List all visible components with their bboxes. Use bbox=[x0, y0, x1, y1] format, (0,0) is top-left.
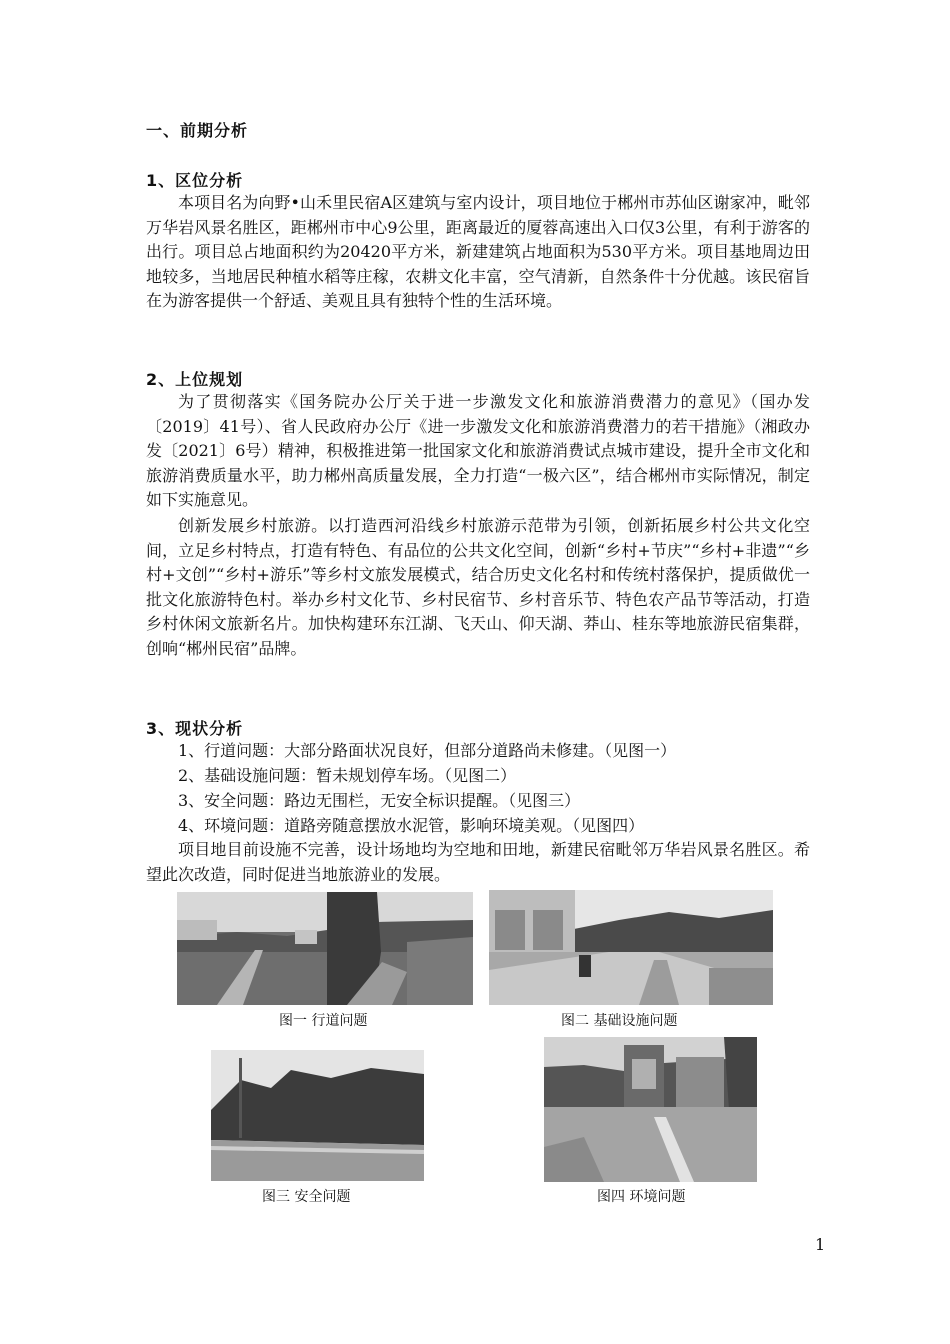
section-1-title: 1、区位分析 bbox=[146, 171, 244, 190]
main-heading: 一、前期分析 bbox=[146, 121, 249, 140]
figure-3-caption: 图三 安全问题 bbox=[262, 1189, 351, 1205]
issue-item-4: 4、环境问题：道路旁随意摆放水泥管，影响环境美观。（见图四） bbox=[178, 816, 645, 835]
figure-4-caption: 图四 环境问题 bbox=[597, 1189, 686, 1205]
figure-1-caption: 图一 行道问题 bbox=[279, 1013, 368, 1029]
section-2-paragraph-1: 为了贯彻落实《国务院办公厅关于进一步激发文化和旅游消费潜力的意见》（国办发〔2019〕41号）、省人民政府办公厅《进一步激发文化和旅游消费潜力的若干措施》（湘政办发〔2021〕6号）精神，积极推进第一批国家文化和旅游消费试点城市建设，提升全市文化和旅游消费质量水平，助力郴州高质量发展，全力打造“一极六区”，结合郴州市实际情况，制定如下实施意见。 bbox=[146, 392, 810, 509]
figure-2-caption: 图二 基础设施问题 bbox=[561, 1013, 678, 1029]
figure-3-photo bbox=[211, 1050, 424, 1181]
page-number: 1 bbox=[815, 1235, 826, 1254]
section-2-title: 2、上位规划 bbox=[146, 370, 244, 389]
section-2-paragraph-2: 创新发展乡村旅游。以打造西河沿线乡村旅游示范带为引领，创新拓展乡村公共文化空间，立足乡村特点，打造有特色、有品位的公共文化空间，创新“乡村+节庆”“乡村+非遗”“乡村+文创”“乡村+游乐”等乡村文旅发展模式，结合历史文化名村和传统村落保护，提质做优一批文化旅游特色村。举办乡村文化节、乡村民宿节、乡村音乐节、特色农产品节等活动，打造乡村休闲文旅新名片。加快构建环东江湖、飞天山、仰天湖、莽山、桂东等地旅游民宿集群，创响“郴州民宿”品牌。 bbox=[146, 516, 810, 658]
issue-item-2: 2、基础设施问题：暂未规划停车场。（见图二） bbox=[178, 766, 517, 785]
section-1-paragraph: 本项目名为向野•山禾里民宿A区建筑与室内设计，项目地位于郴州市苏仙区谢家冲，毗邻万华岩风景名胜区，距郴州市中心9公里，距离最近的厦蓉高速出入口仅3公里，有利于游客的出行。项目总占地面积约为20420平方米，新建建筑占地面积为530平方米。项目基地周边田地较多，当地居民种植水稻等庄稼，农耕文化丰富，空气清新，自然条件十分优越。该民宿旨在为游客提供一个舒适、美观且具有独特个性的生活环境。 bbox=[146, 193, 810, 310]
section-3-title: 3、现状分析 bbox=[146, 719, 244, 738]
section-3-paragraph: 项目地目前设施不完善，设计场地均为空地和田地，新建民宿毗邻万华岩风景名胜区。希望此次改造，同时促进当地旅游业的发展。 bbox=[146, 840, 810, 884]
issue-item-3: 3、安全问题：路边无围栏，无安全标识提醒。（见图三） bbox=[178, 791, 581, 810]
figure-2-photo bbox=[489, 890, 773, 1005]
issue-item-1: 1、行道问题：大部分路面状况良好，但部分道路尚未修建。（见图一） bbox=[178, 741, 677, 760]
figure-1-photo bbox=[177, 892, 473, 1005]
figure-4-photo bbox=[544, 1037, 757, 1182]
